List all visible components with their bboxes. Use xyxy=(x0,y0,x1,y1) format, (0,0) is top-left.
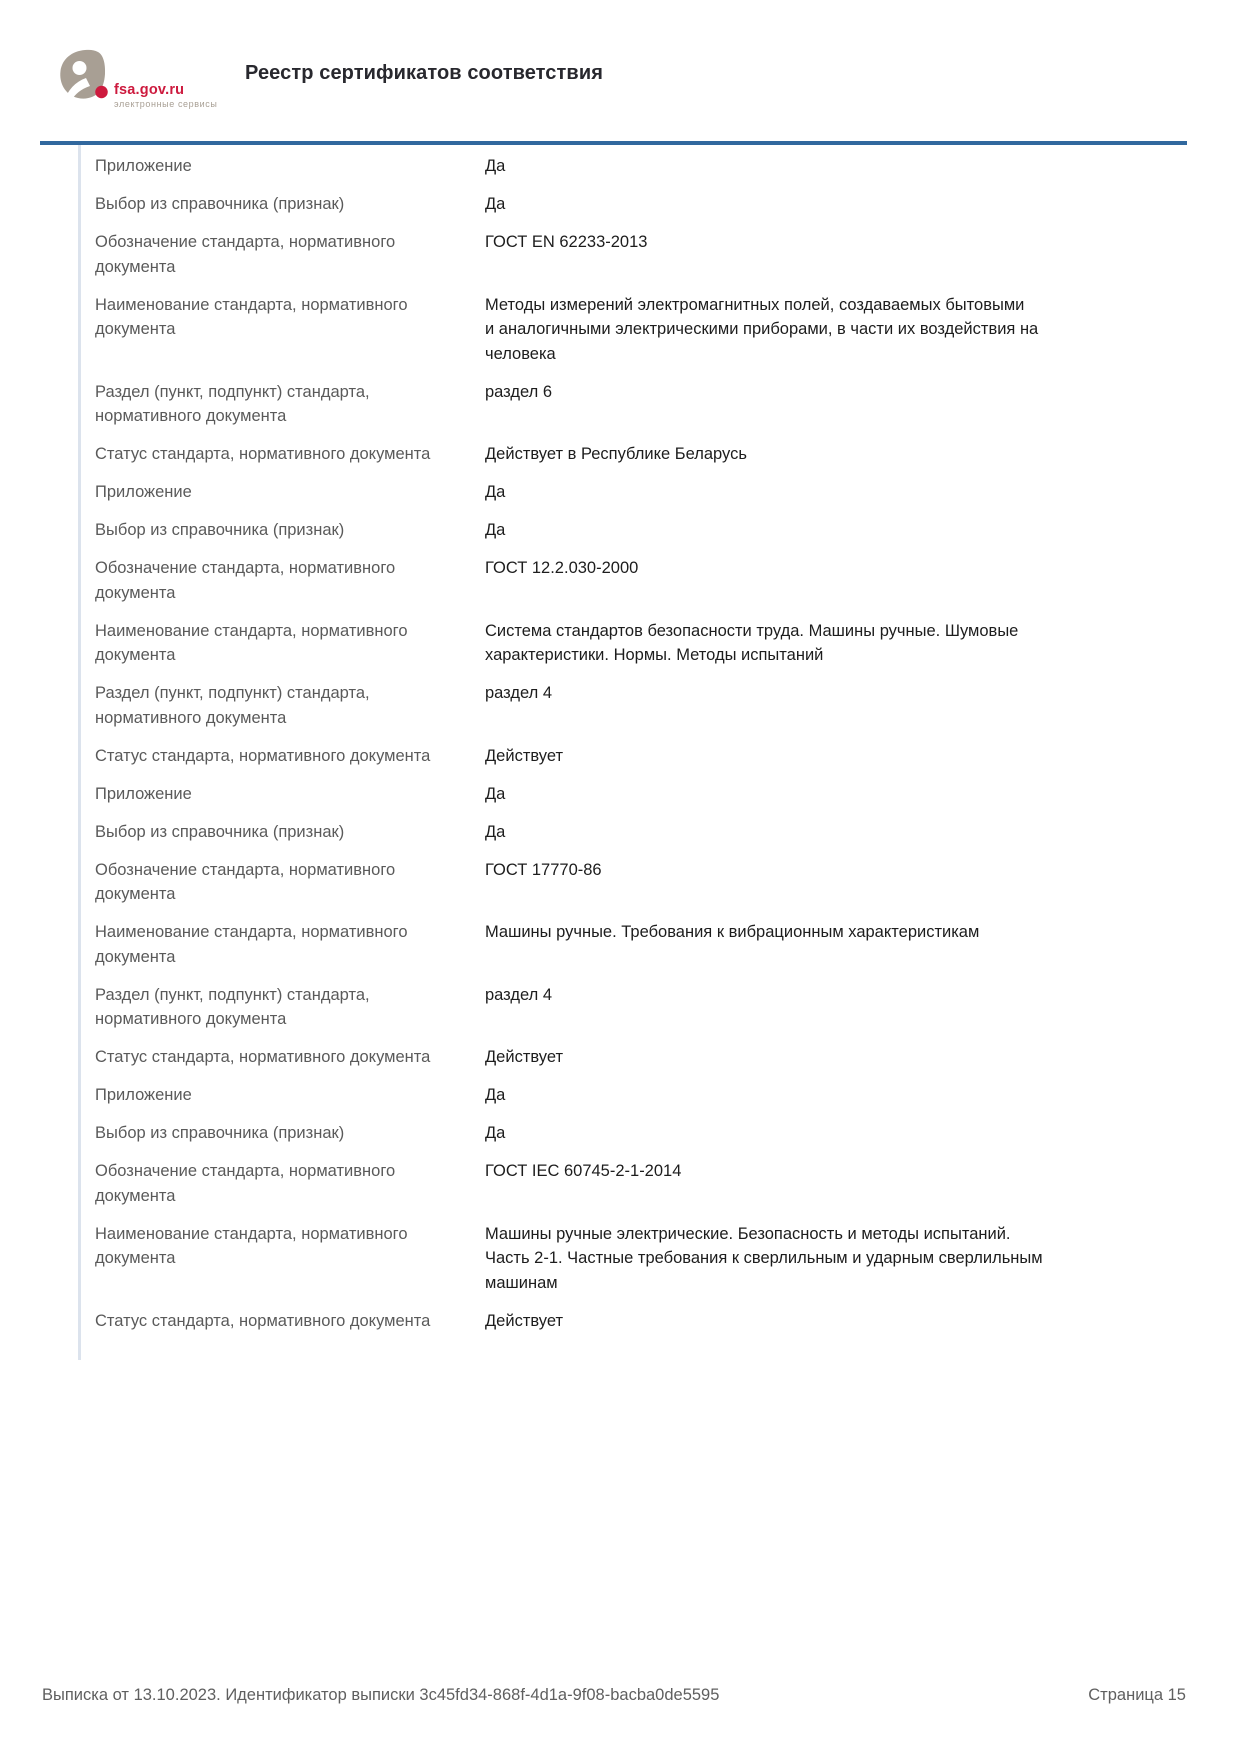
row-value: ГОСТ IEC 60745-2-1-2014 xyxy=(485,1162,682,1180)
fsa-shield-a-icon xyxy=(57,48,109,102)
row-label: Статус стандарта, нормативного документа xyxy=(95,1048,431,1066)
row-label: Приложение xyxy=(95,157,192,175)
page-number: Страница 15 xyxy=(1088,1686,1186,1704)
page-footer xyxy=(42,1686,1186,1705)
table-row xyxy=(95,920,1188,969)
table-row xyxy=(95,518,1188,543)
row-label: Выбор из справочника (признак) xyxy=(95,1124,345,1142)
row-value: Машины ручные. Требования к вибрационным характеристикам xyxy=(485,923,980,941)
table-row xyxy=(95,380,1188,429)
row-value: раздел 4 xyxy=(485,684,553,702)
row-label: Приложение xyxy=(95,483,192,501)
table-row xyxy=(95,154,1188,179)
table-row xyxy=(95,782,1188,807)
row-value: Действует в Республике Беларусь xyxy=(485,445,747,463)
row-label: Наименование стандарта, нормативного документа xyxy=(95,923,408,966)
row-value: ГОСТ 17770-86 xyxy=(485,860,602,879)
row-value: Да xyxy=(485,822,506,841)
fsa-logo xyxy=(55,46,220,116)
row-value: Да xyxy=(485,1086,506,1104)
row-label: Обозначение стандарта, нормативного документа xyxy=(95,233,396,276)
row-value: Да xyxy=(485,195,506,213)
table-row xyxy=(95,480,1188,505)
table-row xyxy=(95,1309,1188,1334)
row-value: Машины ручные электрические. Безопасность и методы испытаний. Часть 2-1. Частные требования к сверлильным и ударным сверлильным машинам xyxy=(485,1224,1043,1292)
row-label: Раздел (пункт, подпункт) стандарта, нормативного документа xyxy=(95,684,370,727)
row-label: Статус стандарта, нормативного документа xyxy=(95,445,431,463)
row-value: Система стандартов безопасности труда. Машины ручные. Шумовые характеристики. Нормы. Методы испытаний xyxy=(485,621,1019,664)
table-row xyxy=(95,744,1188,769)
table-row xyxy=(95,192,1188,217)
row-value: раздел 6 xyxy=(485,382,553,401)
table-row xyxy=(95,1083,1188,1108)
row-label: Наименование стандарта, нормативного документа xyxy=(95,621,408,664)
row-label: Приложение xyxy=(95,784,192,803)
row-value: Да xyxy=(485,483,506,501)
table-row xyxy=(95,681,1188,730)
row-label: Статус стандарта, нормативного документа xyxy=(95,1311,431,1330)
row-label: Обозначение стандарта, нормативного документа xyxy=(95,860,396,903)
row-label: Наименование стандарта, нормативного документа xyxy=(95,1224,408,1267)
row-value: Действует xyxy=(485,1048,564,1066)
row-value: ГОСТ 12.2.030-2000 xyxy=(485,559,639,577)
page-title: Реестр сертификатов соответствия xyxy=(245,62,603,84)
page-header xyxy=(0,0,1240,142)
row-value: Да xyxy=(485,1124,506,1142)
row-value: раздел 4 xyxy=(485,985,553,1004)
row-label: Обозначение стандарта, нормативного документа xyxy=(95,559,396,602)
row-label: Выбор из справочника (признак) xyxy=(95,521,345,539)
table-row xyxy=(95,820,1188,845)
row-value: Методы измерений электромагнитных полей, создаваемых бытовыми и аналогичными электрическими приборами, в части их воздействия на человека xyxy=(485,295,1039,363)
row-label: Наименование стандарта, нормативного документа xyxy=(95,295,408,338)
table-row xyxy=(95,1159,1188,1208)
table-row xyxy=(95,1222,1188,1296)
row-label: Обозначение стандарта, нормативного документа xyxy=(95,1162,396,1205)
row-value: Да xyxy=(485,157,506,175)
row-label: Статус стандарта, нормативного документа xyxy=(95,746,431,765)
row-value: ГОСТ EN 62233-2013 xyxy=(485,233,648,251)
row-label: Раздел (пункт, подпункт) стандарта, нормативного документа xyxy=(95,382,370,425)
table-row xyxy=(95,858,1188,907)
row-label: Приложение xyxy=(95,1086,192,1104)
table-row xyxy=(95,1121,1188,1146)
row-value: Действует xyxy=(485,1311,564,1330)
extract-info: Выписка от 13.10.2023. Идентификатор выписки 3c45fd34-868f-4d1a-9f08-bacba0de5595 xyxy=(42,1686,720,1704)
detail-rows xyxy=(95,154,1188,1333)
table-row xyxy=(95,442,1188,467)
brand-site-text: fsa.gov.ru xyxy=(114,82,185,98)
table-row xyxy=(95,230,1188,279)
row-value: Действует xyxy=(485,746,564,765)
certificate-details xyxy=(78,145,1188,1360)
row-label: Выбор из справочника (признак) xyxy=(95,195,345,213)
row-label: Раздел (пункт, подпункт) стандарта, нормативного документа xyxy=(95,985,370,1028)
table-row xyxy=(95,556,1188,605)
table-row xyxy=(95,1045,1188,1070)
table-row xyxy=(95,983,1188,1032)
table-row xyxy=(95,293,1188,367)
row-value: Да xyxy=(485,784,506,803)
row-value: Да xyxy=(485,521,506,539)
brand-tagline-text: электронные сервисы xyxy=(114,99,218,109)
table-row xyxy=(95,619,1188,668)
row-label: Выбор из справочника (признак) xyxy=(95,822,345,841)
